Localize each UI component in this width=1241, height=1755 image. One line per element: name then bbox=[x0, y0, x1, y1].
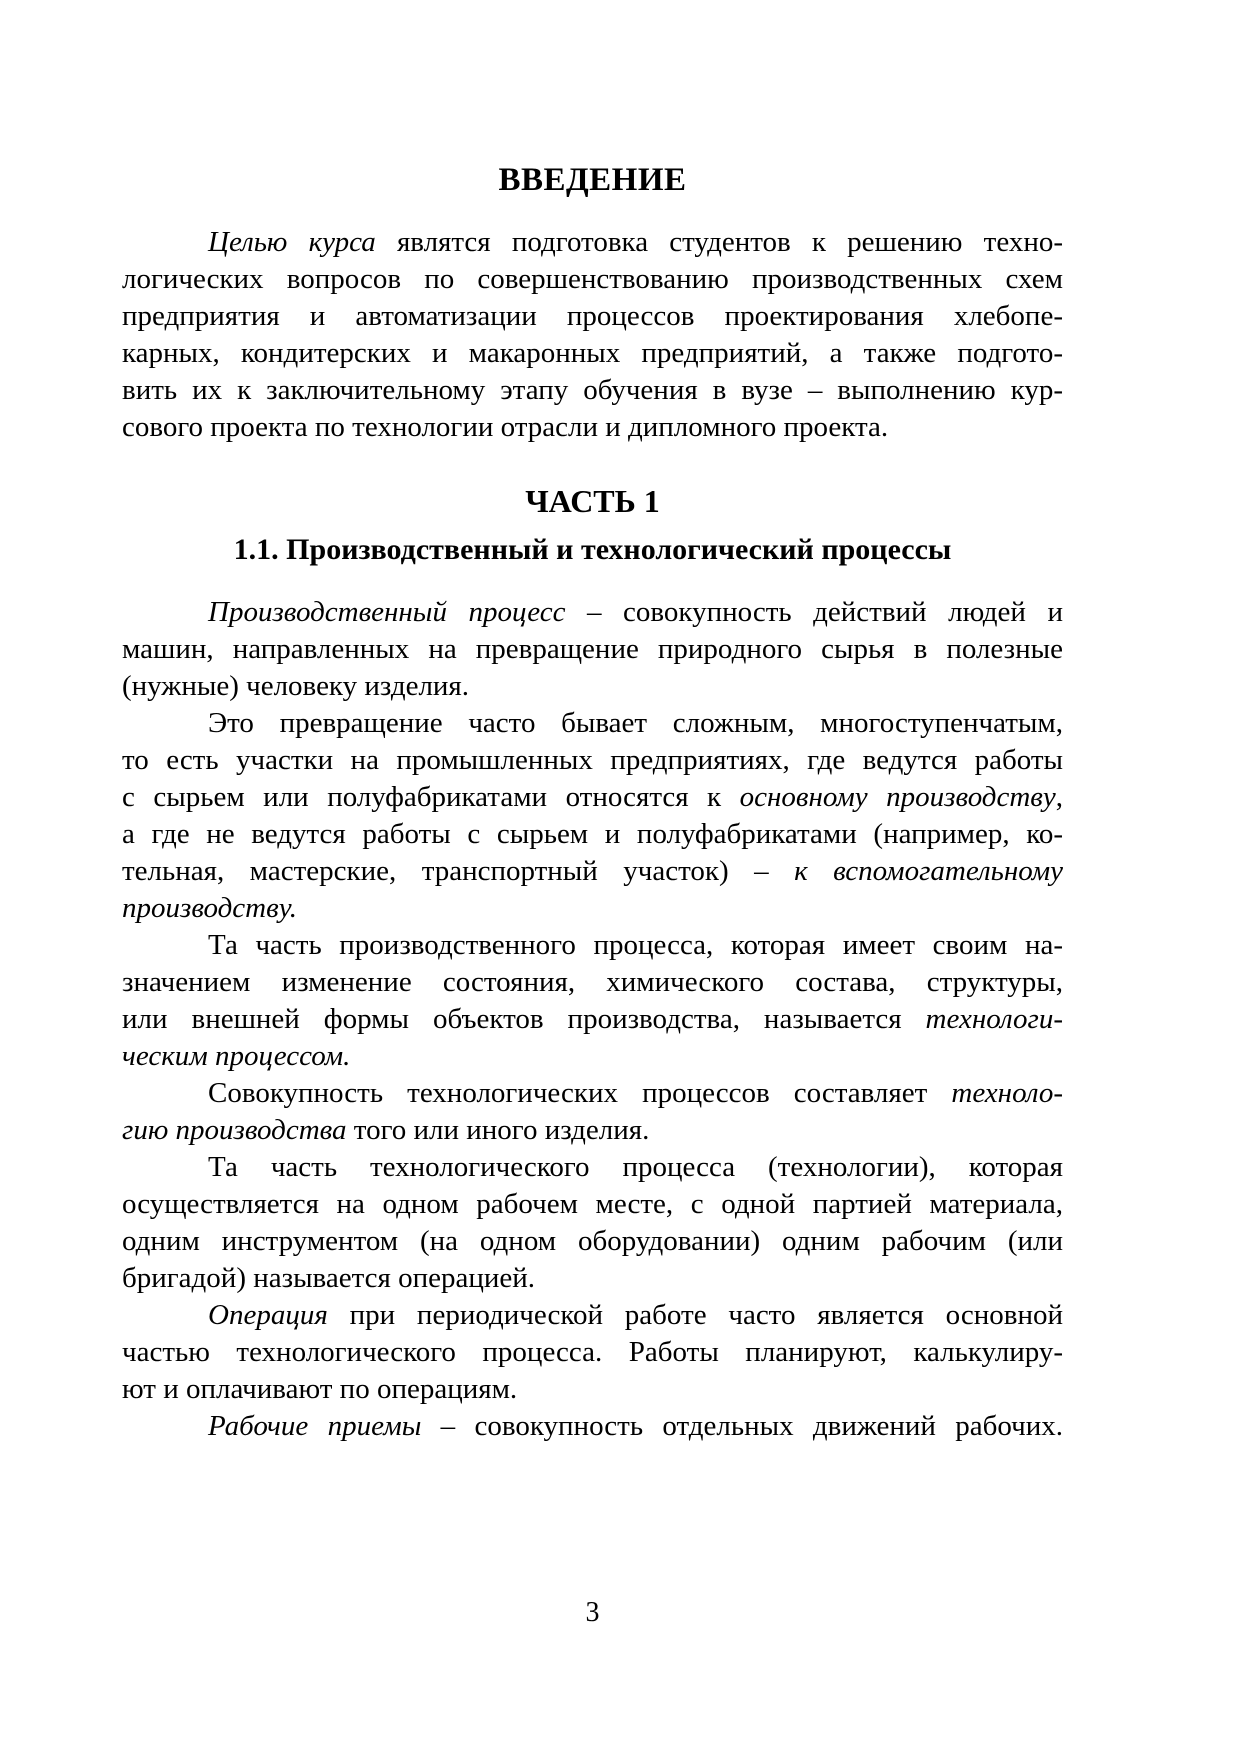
text-run: (нужные) человеку изделия. bbox=[122, 670, 470, 702]
text-line bbox=[122, 631, 1063, 668]
text-line bbox=[122, 1001, 1063, 1038]
italic-text-run: Целью курса bbox=[208, 226, 376, 258]
text-run: частью технологического процесса. Работы планируют, калькулиру- bbox=[122, 1336, 1063, 1368]
text-run: Та часть технологического процесса (технологии), которая bbox=[208, 1151, 1063, 1183]
italic-text-run: Производственный процесс bbox=[208, 596, 566, 628]
text-run: машин, направленных на превращение природного сырья в полезные bbox=[122, 633, 1063, 665]
text-line bbox=[122, 927, 1063, 964]
text-line bbox=[122, 1149, 1063, 1186]
paragraphs-intro bbox=[122, 224, 1063, 446]
text-run: Та часть производственного процесса, которая имеет своим на- bbox=[208, 929, 1063, 961]
text-line bbox=[122, 1223, 1063, 1260]
text-run: карных, кондитерских и макаронных предприятий, а также подгото- bbox=[122, 337, 1063, 369]
paragraph bbox=[122, 927, 1063, 1075]
text-run: сового проекта по технологии отрасли и дипломного проекта. bbox=[122, 411, 889, 443]
text-line bbox=[122, 779, 1063, 816]
text-line bbox=[122, 298, 1063, 335]
paragraph bbox=[122, 1297, 1063, 1408]
text-line bbox=[122, 372, 1063, 409]
text-line bbox=[122, 1334, 1063, 1371]
paragraph bbox=[122, 1408, 1063, 1445]
italic-text-run: ческим процессом. bbox=[122, 1040, 351, 1072]
text-line bbox=[122, 1186, 1063, 1223]
text-line bbox=[122, 1075, 1063, 1112]
italic-text-run: гию производства bbox=[122, 1114, 347, 1146]
text-run: логических вопросов по совершенствованию производственных схем bbox=[122, 263, 1063, 295]
text-run: ют и оплачивают по операциям. bbox=[122, 1373, 518, 1405]
text-run: , bbox=[1055, 781, 1064, 813]
text-run: являтся подготовка студентов к решению техно- bbox=[375, 226, 1063, 258]
text-line bbox=[122, 742, 1063, 779]
text-block bbox=[122, 160, 1063, 1445]
text-run: осуществляется на одном рабочем месте, с одной партией материала, bbox=[122, 1188, 1063, 1220]
text-run: или внешней формы объектов производства, называется bbox=[122, 1003, 926, 1035]
page-number: 3 bbox=[585, 1597, 600, 1628]
italic-text-run: производству. bbox=[122, 892, 298, 924]
text-line bbox=[122, 1260, 1063, 1297]
text-line bbox=[122, 964, 1063, 1001]
text-line bbox=[122, 816, 1063, 853]
italic-text-run: техноло- bbox=[951, 1077, 1063, 1109]
text-line bbox=[122, 1371, 1063, 1408]
text-run: того или иного изделия. bbox=[346, 1114, 650, 1146]
text-line bbox=[122, 668, 1063, 705]
text-run: при периодической работе часто является основной bbox=[327, 1299, 1063, 1331]
text-line bbox=[122, 224, 1063, 261]
text-run: вить их к заключительному этапу обучения в вузе – выполнению кур- bbox=[122, 374, 1063, 406]
text-run: то есть участки на промышленных предприятиях, где ведутся работы bbox=[122, 744, 1063, 776]
text-run: бригадой) называется операцией. bbox=[122, 1262, 536, 1294]
paragraph bbox=[122, 224, 1063, 446]
section-heading: 1.1. Производственный и технологический процессы bbox=[233, 533, 952, 566]
text-run: – совокупность действий людей и bbox=[565, 596, 1063, 628]
text-run: значением изменение состояния, химического состава, структуры, bbox=[122, 966, 1063, 998]
part-heading: ЧАСТЬ 1 bbox=[525, 483, 660, 519]
italic-text-run: технологи- bbox=[925, 1003, 1063, 1035]
paragraph bbox=[122, 1149, 1063, 1297]
text-line bbox=[122, 890, 1063, 927]
text-line bbox=[122, 409, 1063, 446]
text-run: с сырьем или полуфабрикатами относятся к bbox=[122, 781, 740, 813]
text-line bbox=[122, 594, 1063, 631]
text-line bbox=[122, 335, 1063, 372]
italic-text-run: Рабочие приемы bbox=[208, 1410, 422, 1442]
text-run: Совокупность технологических процессов составляет bbox=[208, 1077, 952, 1109]
text-run: Это превращение часто бывает сложным, многоступенчатым, bbox=[208, 707, 1063, 739]
page-title: ВВЕДЕНИЕ bbox=[498, 162, 687, 198]
paragraph bbox=[122, 1075, 1063, 1149]
text-line bbox=[122, 1408, 1063, 1445]
paragraphs-body bbox=[122, 594, 1063, 1445]
text-line bbox=[122, 853, 1063, 890]
text-run: предприятия и автоматизации процессов проектирования хлебопе- bbox=[122, 300, 1063, 332]
italic-text-run: к вспомогательному bbox=[794, 855, 1063, 887]
text-run: – совокупность отдельных движений рабочих. bbox=[421, 1410, 1063, 1442]
paragraph bbox=[122, 705, 1063, 927]
italic-text-run: основному производству bbox=[739, 781, 1056, 813]
text-line bbox=[122, 1297, 1063, 1334]
text-line bbox=[122, 1112, 1063, 1149]
text-run: а где не ведутся работы с сырьем и полуфабрикатами (например, ко- bbox=[122, 818, 1063, 850]
text-run: одним инструментом (на одном оборудовании) одним рабочим (или bbox=[122, 1225, 1063, 1257]
italic-text-run: Операция bbox=[208, 1299, 328, 1331]
paragraph bbox=[122, 594, 1063, 705]
text-line bbox=[122, 261, 1063, 298]
text-run: тельная, мастерские, транспортный участок) – bbox=[122, 855, 795, 887]
text-line bbox=[122, 705, 1063, 742]
text-line bbox=[122, 1038, 1063, 1075]
